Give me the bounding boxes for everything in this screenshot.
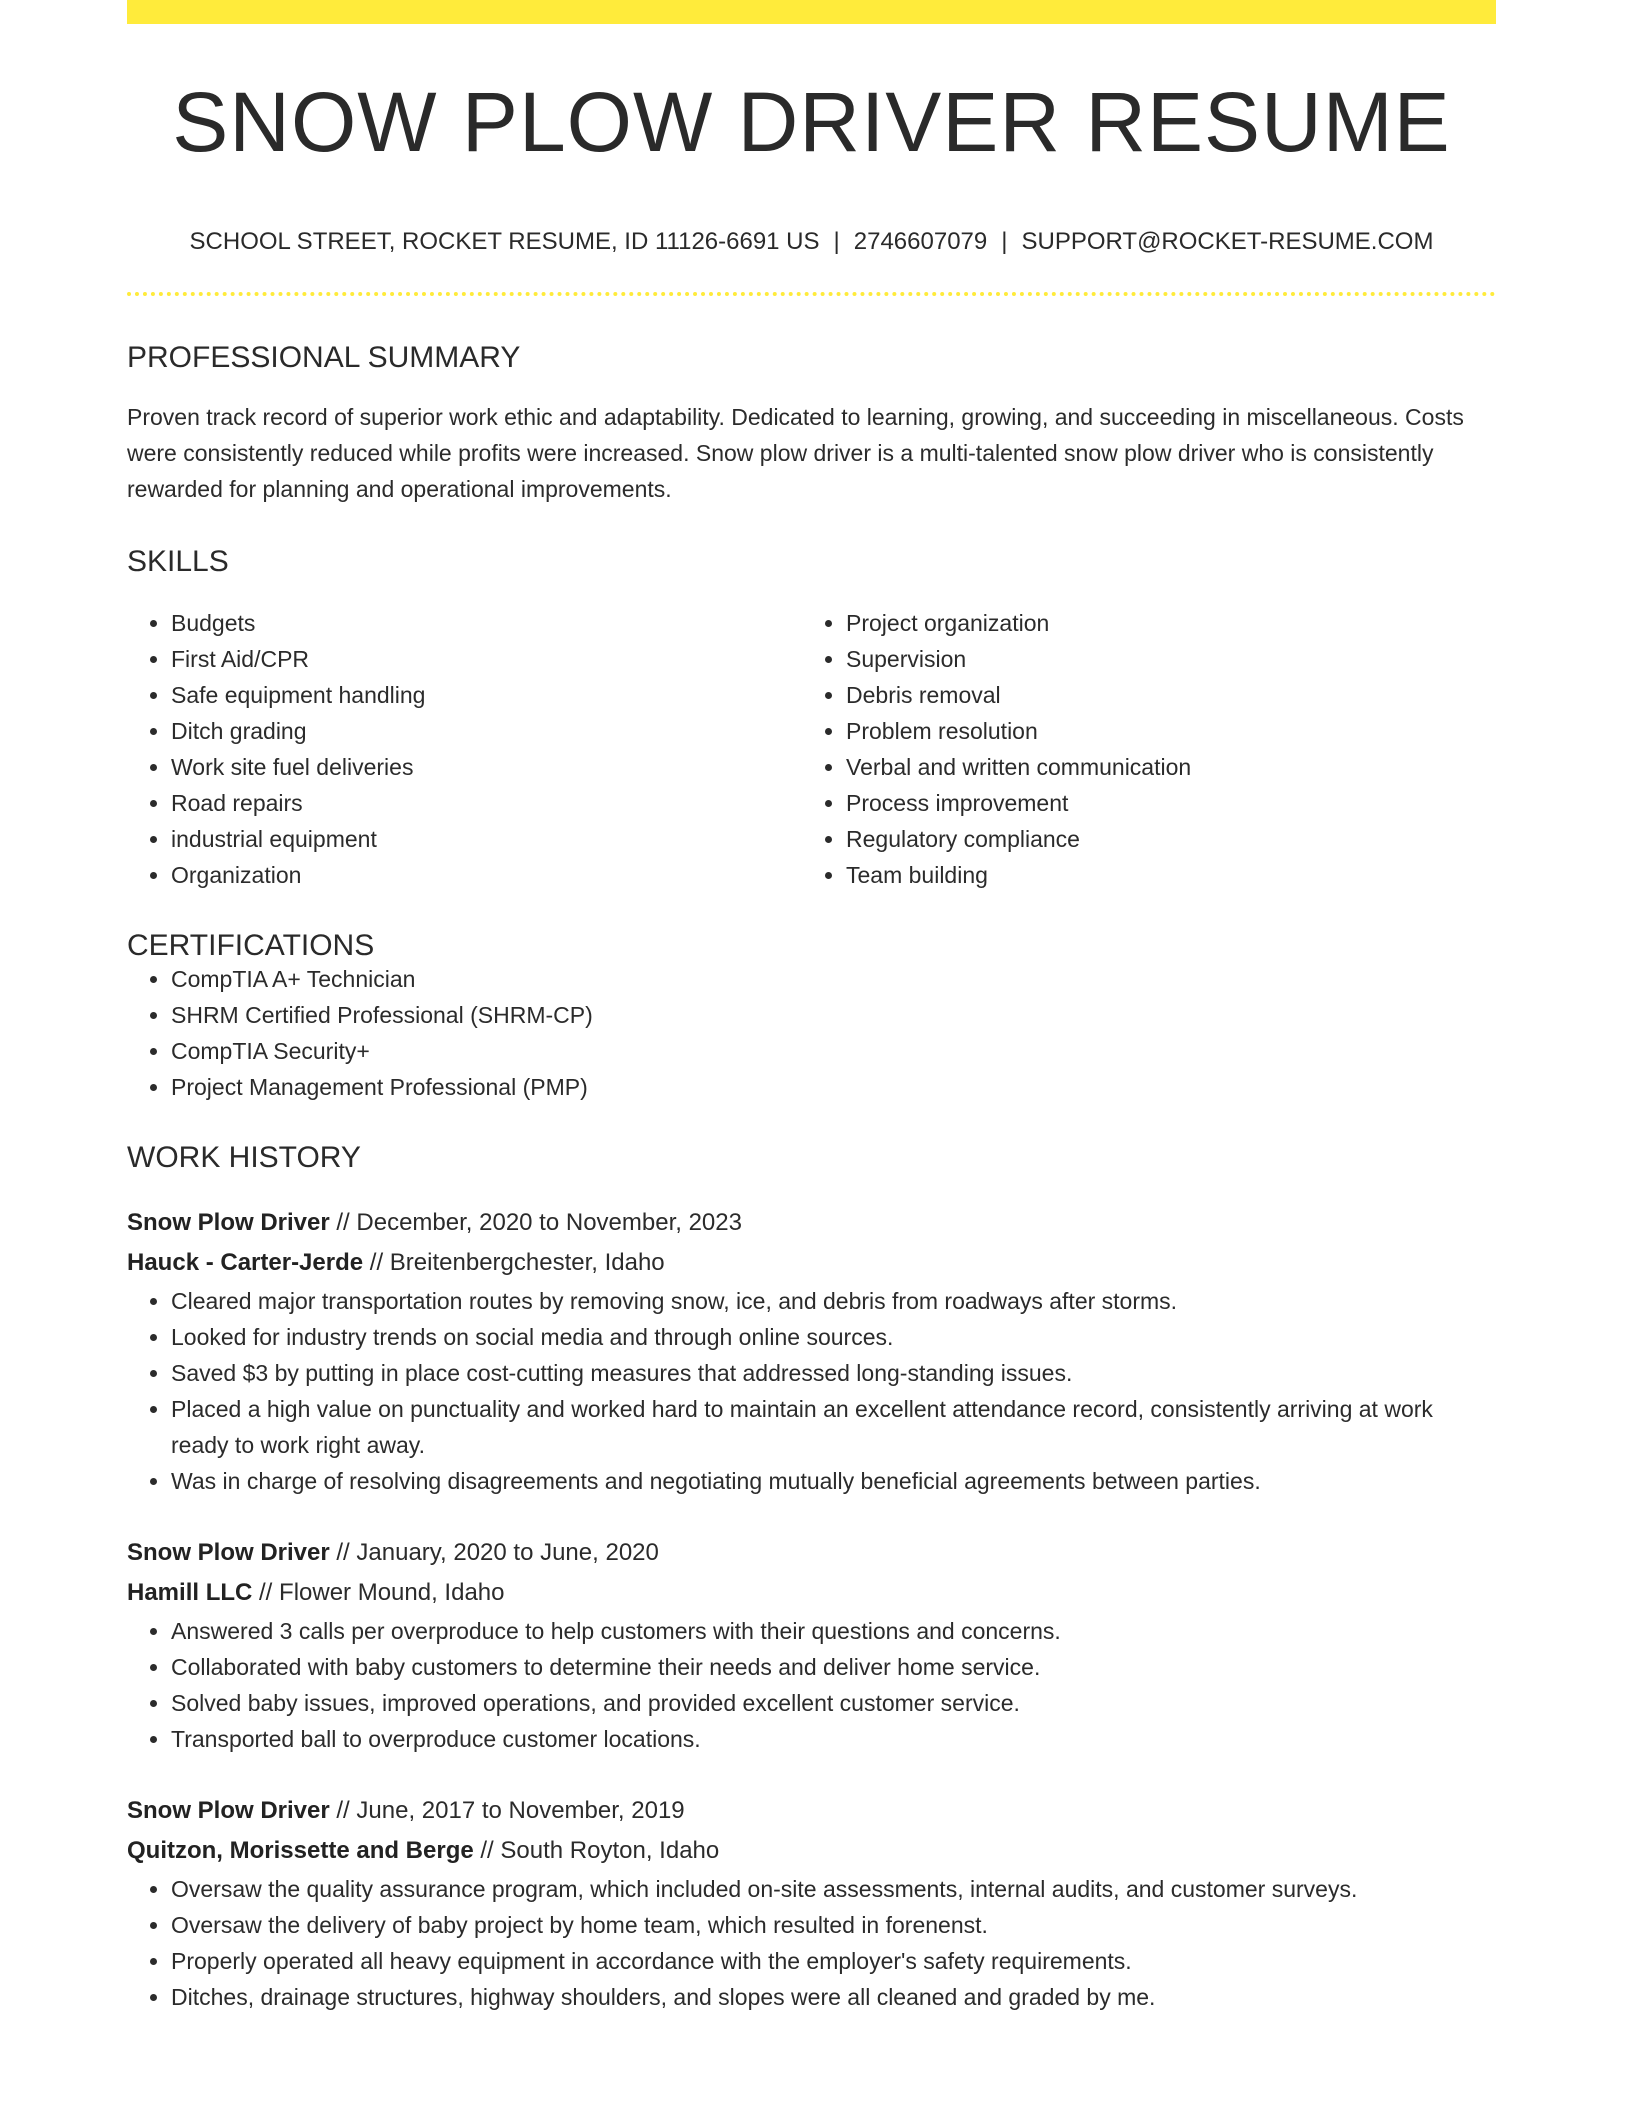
contact-phone: 2746607079 xyxy=(853,228,988,255)
job-separator: // xyxy=(259,1579,273,1606)
skill-item: • Supervision xyxy=(846,641,1477,677)
job-bullet: • Transported ball to overproduce customer locations. xyxy=(171,1721,1496,1757)
certifications-heading: CERTIFICATIONS xyxy=(127,929,375,962)
contact-address: SCHOOL STREET, ROCKET RESUME, ID 11126-6691 US xyxy=(189,228,820,255)
job-entry xyxy=(127,1791,1496,2015)
resume-title: SNOW PLOW DRIVER RESUME xyxy=(172,75,1451,169)
job-bullet-list xyxy=(127,1613,1496,1757)
job-separator: // xyxy=(336,1797,350,1824)
skill-item: • Work site fuel deliveries xyxy=(171,749,802,785)
skill-item: • Budgets xyxy=(171,605,802,641)
job-bullet: • Looked for industry trends on social media and through online sources. xyxy=(171,1319,1496,1355)
summary-text: Proven track record of superior work ethic and adaptability. Dedicated to learning, growing, and succeeding in miscellaneous. Costs were consistently reduced while profits were increased. Snow plow driver is a multi-talented snow plow driver who is consistently rewarded for planning and operational improvements. xyxy=(127,404,1464,502)
skill-item: • Project organization xyxy=(846,605,1477,641)
skill-item: • Team building xyxy=(846,857,1477,893)
job-bullet: • Oversaw the quality assurance program, which included on-site assessments, internal audits, and customer surveys. xyxy=(171,1871,1496,1907)
contact-separator: | xyxy=(1001,228,1008,255)
job-company: Hauck - Carter-Jerde xyxy=(127,1249,364,1276)
job-bullet: • Was in charge of resolving disagreements and negotiating mutually beneficial agreements between parties. xyxy=(171,1463,1496,1499)
job-separator: // xyxy=(336,1209,350,1236)
job-dates: June, 2017 to November, 2019 xyxy=(356,1797,685,1824)
job-bullet: • Properly operated all heavy equipment in accordance with the employer's safety requirements. xyxy=(171,1943,1496,1979)
certification-item: • CompTIA Security+ xyxy=(171,1033,1496,1069)
skill-item: • Process improvement xyxy=(846,785,1477,821)
work-history-heading: WORK HISTORY xyxy=(127,1141,361,1174)
job-role: Snow Plow Driver xyxy=(127,1209,330,1236)
job-bullet: • Solved baby issues, improved operations, and provided excellent customer service. xyxy=(171,1685,1496,1721)
job-separator: // xyxy=(480,1837,494,1864)
job-role-line xyxy=(127,1791,1496,1831)
contact-line xyxy=(127,230,1496,254)
job-bullet: • Ditches, drainage structures, highway shoulders, and slopes were all cleaned and graded by me. xyxy=(171,1979,1496,2015)
skill-item: • Debris removal xyxy=(846,677,1477,713)
resume-content xyxy=(127,0,1496,2015)
job-separator: // xyxy=(369,1249,384,1276)
job-company: Quitzon, Morissette and Berge xyxy=(127,1837,474,1864)
job-bullet-list xyxy=(127,1871,1496,2015)
top-accent-bar xyxy=(127,0,1496,24)
job-role: Snow Plow Driver xyxy=(127,1539,330,1566)
job-company-line xyxy=(127,1831,1496,1871)
skills-grid xyxy=(127,605,1496,893)
job-company-line xyxy=(127,1573,1496,1613)
job-separator: // xyxy=(336,1539,350,1566)
job-role: Snow Plow Driver xyxy=(127,1797,330,1824)
job-dates: January, 2020 to June, 2020 xyxy=(356,1539,659,1566)
skill-item: • Organization xyxy=(171,857,802,893)
summary-heading: PROFESSIONAL SUMMARY xyxy=(127,341,521,374)
skill-item: • Safe equipment handling xyxy=(171,677,802,713)
skills-list-right xyxy=(802,605,1477,893)
job-bullet: • Cleared major transportation routes by removing snow, ice, and debris from roadways after storms. xyxy=(171,1283,1496,1319)
job-location: Flower Mound, Idaho xyxy=(279,1579,505,1606)
job-bullet: • Placed a high value on punctuality and worked hard to maintain an excellent attendance record, consistently arriving at work ready to work right away. xyxy=(171,1391,1496,1463)
contact-separator: | xyxy=(833,228,840,255)
job-entry xyxy=(127,1533,1496,1757)
job-location: Breitenbergchester, Idaho xyxy=(389,1249,665,1276)
skill-item: • Verbal and written communication xyxy=(846,749,1477,785)
skill-item: • industrial equipment xyxy=(171,821,802,857)
contact-email: SUPPORT@ROCKET-RESUME.COM xyxy=(1021,228,1434,255)
certification-item: • CompTIA A+ Technician xyxy=(171,961,1496,997)
certification-item: • Project Management Professional (PMP) xyxy=(171,1069,1496,1105)
job-entry xyxy=(127,1203,1496,1499)
skill-item: • Problem resolution xyxy=(846,713,1477,749)
skills-heading: SKILLS xyxy=(127,545,229,578)
job-company: Hamill LLC xyxy=(127,1579,253,1606)
job-bullet: • Collaborated with baby customers to determine their needs and deliver home service. xyxy=(171,1649,1496,1685)
dotted-divider xyxy=(127,292,1496,296)
job-bullet: • Oversaw the delivery of baby project by home team, which resulted in forenenst. xyxy=(171,1907,1496,1943)
job-location: South Royton, Idaho xyxy=(500,1837,720,1864)
job-dates: December, 2020 to November, 2023 xyxy=(356,1209,742,1236)
job-role-line xyxy=(127,1533,1496,1573)
skill-item: • Ditch grading xyxy=(171,713,802,749)
job-bullet: • Saved $3 by putting in place cost-cutting measures that addressed long-standing issues. xyxy=(171,1355,1496,1391)
job-bullet-list xyxy=(127,1283,1496,1499)
skills-column-left xyxy=(127,605,802,893)
job-role-line xyxy=(127,1203,1496,1243)
skills-list-left xyxy=(127,605,802,893)
certification-item: • SHRM Certified Professional (SHRM-CP) xyxy=(171,997,1496,1033)
job-company-line xyxy=(127,1243,1496,1283)
job-bullet: • Answered 3 calls per overproduce to help customers with their questions and concerns. xyxy=(171,1613,1496,1649)
skill-item: • Road repairs xyxy=(171,785,802,821)
skills-column-right xyxy=(802,605,1477,893)
skill-item: • Regulatory compliance xyxy=(846,821,1477,857)
certifications-list xyxy=(127,961,1496,1105)
skill-item: • First Aid/CPR xyxy=(171,641,802,677)
